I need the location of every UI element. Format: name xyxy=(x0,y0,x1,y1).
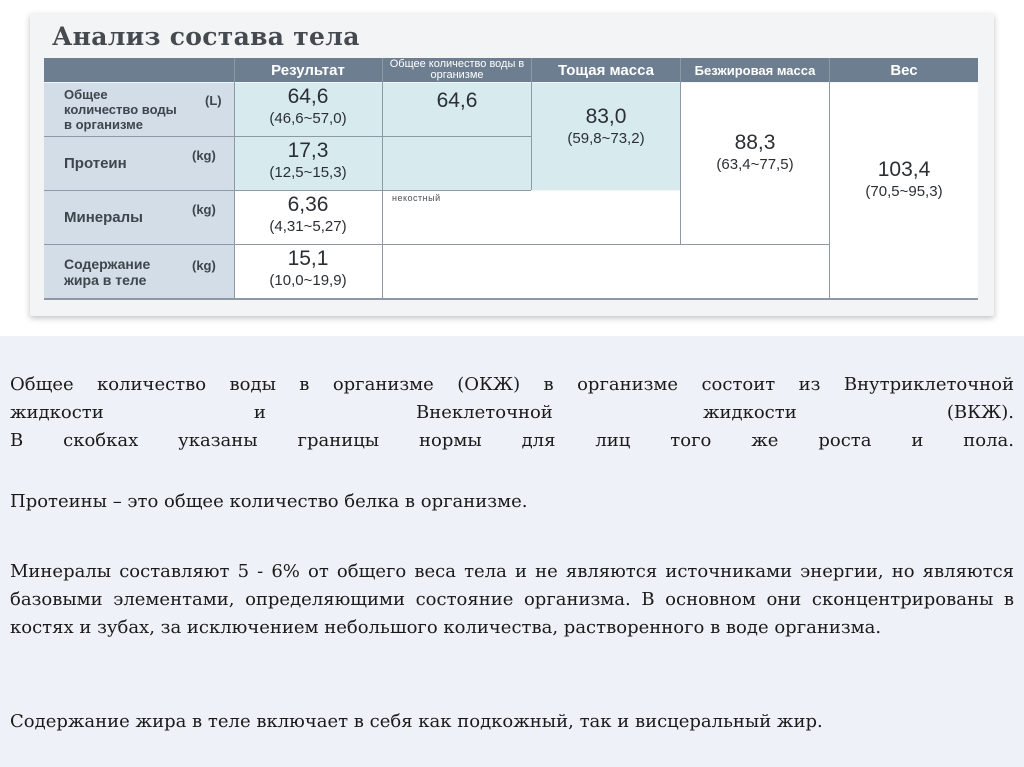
total-water-value: 64,6 xyxy=(383,83,531,136)
fat-free-mass-value: 88,3 (63,4~77,5) xyxy=(681,83,829,244)
paragraph-water-line-2: жидкости и Внеклеточной жидкости (ВКЖ). xyxy=(10,402,1014,423)
table-image-area xyxy=(0,0,1024,330)
unit-fat: (kg) xyxy=(192,258,216,273)
header-result: Результат xyxy=(234,58,382,82)
paragraph-fat: Содержание жира в теле включает в себя как подкожный, так и висцеральный жир. xyxy=(10,711,823,732)
row-label-protein: Протеин xyxy=(44,137,234,190)
fat-row-extension xyxy=(383,245,829,298)
non-bone-note: некостный xyxy=(392,193,441,203)
unit-water: (L) xyxy=(205,93,222,108)
unit-protein: (kg) xyxy=(192,148,216,163)
explanation-text xyxy=(0,336,1024,767)
paragraph-water-line-3: В скобках указаны границы нормы для лиц того же роста и пола. xyxy=(10,430,1014,451)
result-fat: 15,1 (10,0~19,9) xyxy=(234,245,382,298)
row-label-fat: Содержание жира в теле xyxy=(44,245,234,298)
lean-mass-value: 83,0 (59,8~73,2) xyxy=(532,83,680,190)
table-title: Анализ состава тела xyxy=(52,22,360,51)
body-composition-table xyxy=(0,0,1024,330)
header-fat-free-mass: Безжировая масса xyxy=(681,58,829,82)
result-minerals: 6,36 (4,31~5,27) xyxy=(234,191,382,244)
result-protein: 17,3 (12,5~15,3) xyxy=(234,137,382,190)
paragraph-water-line-1: Общее количество воды в организме (ОКЖ) в организме состоит из Внутриклеточной xyxy=(10,374,1014,395)
row-label-minerals: Минералы xyxy=(44,191,234,244)
header-total-water: Общее количество воды в организме xyxy=(383,58,531,82)
total-water-blank xyxy=(383,137,531,190)
header-blank xyxy=(44,58,234,82)
paragraph-minerals: Минералы составляют 5 - 6% от общего веса тела и не являются источниками энергии, но являются базовыми элементами, определяющими состояние организма. В основном они сконцентрированы в костях и зубах, за исключением небольшого количества, растворенного в воде организма. xyxy=(10,561,1014,638)
header-lean-mass: Тощая масса xyxy=(532,58,680,82)
row-label-water: Общее количество воды в организме xyxy=(44,83,234,136)
unit-minerals: (kg) xyxy=(192,202,216,217)
paragraph-protein: Протеины – это общее количество белка в организме. xyxy=(10,491,528,512)
weight-value: 103,4 (70,5~95,3) xyxy=(830,83,978,298)
result-water: 64,6 (46,6~57,0) xyxy=(234,83,382,136)
header-weight: Вес xyxy=(830,58,978,82)
